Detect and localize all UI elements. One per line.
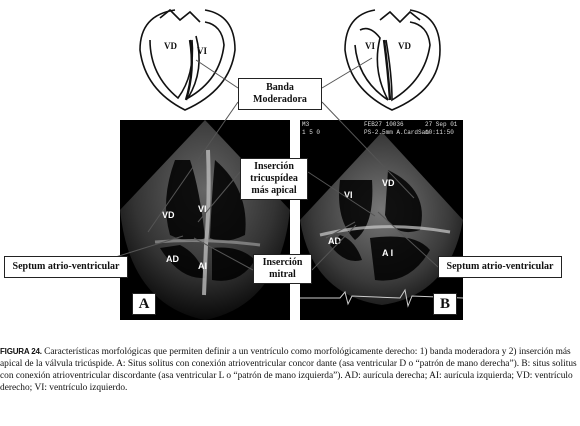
panel-label-b: B — [433, 293, 457, 315]
echo-b-header-right-1: 27 Sep 01 — [425, 121, 458, 128]
echo-b-header-left-1: M3 — [302, 121, 310, 128]
diagram-left-label-vd: VD — [164, 41, 177, 51]
diagram-right-label-vd: VD — [398, 41, 411, 51]
label-banda-moderadora — [238, 78, 322, 110]
label-septum-right: Septum atrio-ventricular — [438, 256, 562, 278]
diagram-right-label-vi: VI — [365, 41, 376, 51]
label-septum-left: Septum atrio-ventricular — [4, 256, 128, 278]
label-tricuspidea-line1: Inserción — [254, 161, 294, 172]
echo-b-header-left-2: 1 5 0 — [302, 129, 321, 136]
panel-label-a: A — [132, 293, 156, 315]
label-insercion-mitral — [253, 254, 312, 284]
echo-b-label-ad: AD — [328, 236, 341, 246]
echo-a-label-ai: AI — [198, 261, 207, 271]
echo-b-label-vi: VI — [344, 190, 353, 200]
label-banda-line1: Banda — [266, 82, 294, 93]
echo-b-header-right-2: 10:11:50 — [425, 129, 454, 136]
label-banda-line2: Moderadora — [253, 94, 307, 105]
label-mitral-line1: Inserción — [262, 257, 303, 268]
echo-a-label-ad: AD — [166, 254, 179, 264]
echo-b-label-vd: VD — [382, 178, 395, 188]
echo-a-label-vi: VI — [198, 204, 207, 214]
echo-b-label-ai: A I — [382, 248, 394, 258]
label-tricuspidea-line2: tricuspídea — [250, 173, 298, 184]
heart-diagram-left — [140, 10, 235, 110]
diagram-left-label-vi: VI — [197, 46, 208, 56]
label-insercion-tricuspidea — [240, 158, 308, 200]
heart-diagram-right — [345, 10, 440, 110]
caption-text: Características morfológicas que permiten definir a un ventrículo como morfológicamente derecho: 1) banda moderadora y 2) inserción más apical de la válvula tricúspide. A: Situs solitus con conexión atrioventricular concor dante (asa ventricular D o “patrón de mano derecha”). B: situs solitus con conexión atrioventricular discordante (asa ventricular L o “patrón de mano izquierda”). AD: aurícula derecha; AI: aurícula izquierda; VD: ventrículo derecho; VI: ventrículo izquierdo. — [0, 347, 577, 393]
echo-a-label-vd: VD — [162, 210, 175, 220]
figure-caption — [0, 346, 578, 394]
label-tricuspidea-line3: más apical — [251, 185, 297, 196]
echo-b-header-mid-2: PS-2.5mm A.CardSam — [364, 129, 429, 136]
caption-figure-label: FIGURA 24. — [0, 347, 42, 356]
echo-b-header-mid-1: FEB27 10036 — [364, 121, 404, 128]
label-mitral-line2: mitral — [269, 269, 296, 280]
